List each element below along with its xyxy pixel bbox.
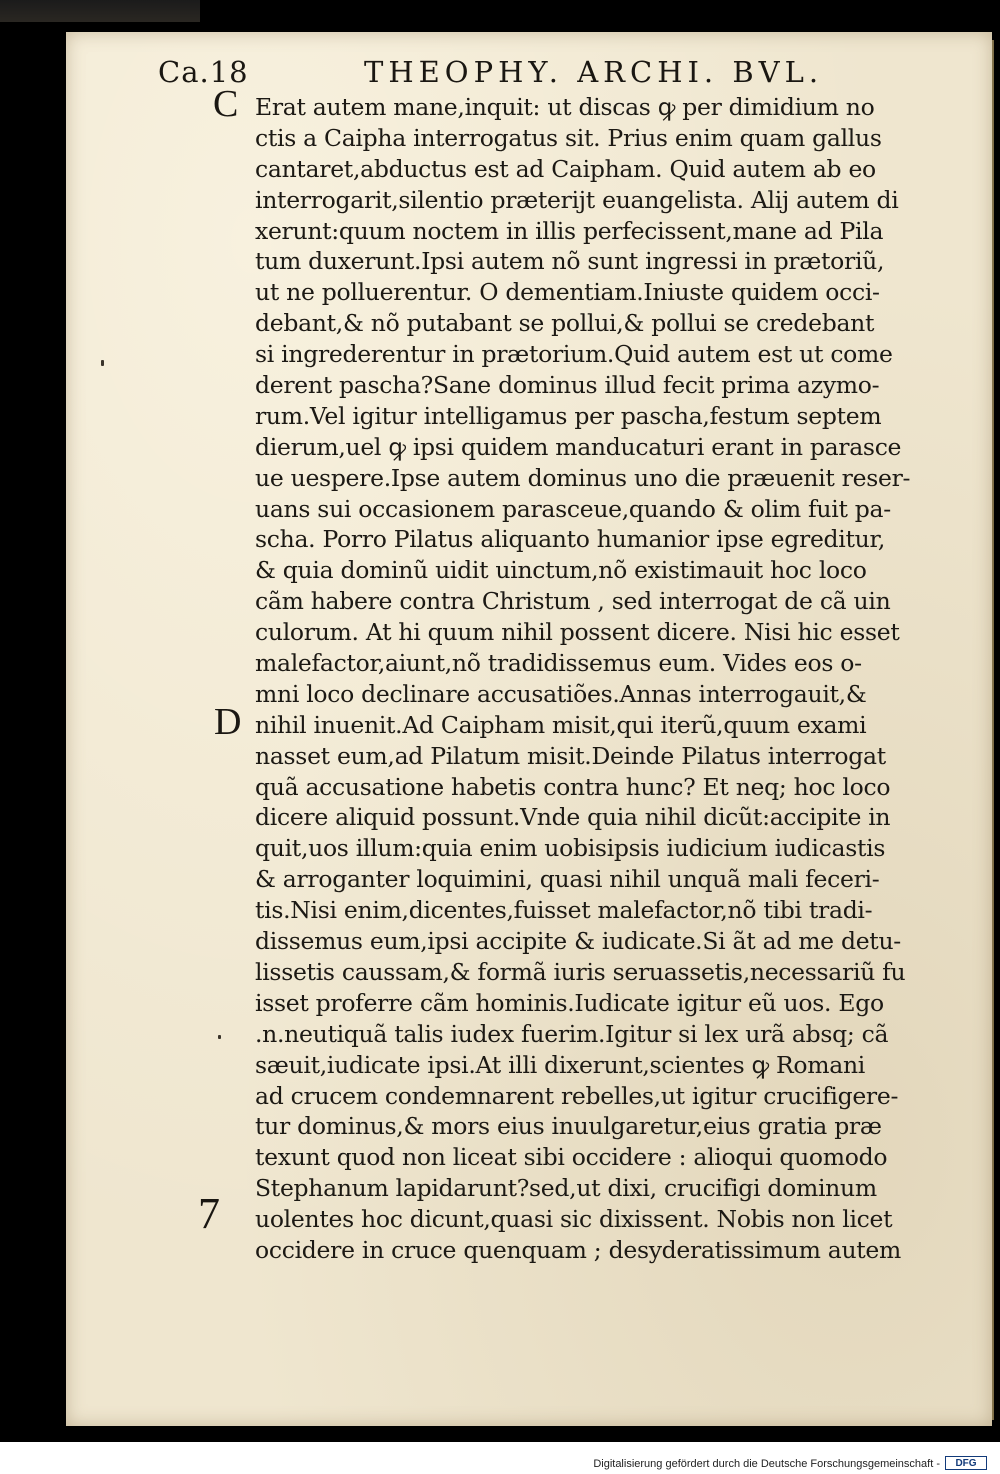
margin-letter-c: C	[213, 83, 239, 125]
text-line: lissetis caussam,& formã iuris seruassetis,necessariũ fu	[255, 957, 906, 986]
folio-label: Ca.18	[158, 55, 249, 89]
text-line: malefactor,aiunt,nõ tradidissemus eum. Vides eos o-	[255, 649, 862, 678]
text-line: debant,& nõ putabant se pollui,& pollui se credebant	[255, 309, 875, 338]
text-line: ctis a Caipha interrogatus sit. Prius enim quam gallus	[255, 123, 882, 152]
text-line: rum.Vel igitur intelligamus per pascha,festum septem	[255, 401, 882, 430]
text-line: .n.neutiquã talis iudex fuerim.Igitur si lex urã absq; cã	[255, 1019, 889, 1048]
text-line: nasset eum,ad Pilatum misit.Deinde Pilatus interrogat	[255, 741, 886, 770]
margin-letter-d: D	[214, 701, 242, 743]
text-line: tis.Nisi enim,dicentes,fuisset malefactor,nõ tibi tradi-	[255, 896, 873, 925]
text-line: Erat autem mane,inquit: ut discas ꝙ per dimidium no	[255, 93, 875, 121]
footer-credit: Digitalisierung gefördert durch die Deutsche Forschungsgemeinschaft -	[593, 1458, 940, 1470]
text-line: culorum. At hi quum nihil possent dicere. Nisi hic esset	[255, 618, 900, 647]
text-line: dierum,uel ꝙ ipsi quidem manducaturi erant in parasce	[255, 432, 902, 461]
scan-speck	[101, 360, 104, 366]
text-line: tur dominus,& mors eius inuulgaretur,eius gratia præ	[255, 1112, 882, 1141]
text-line: uans sui occasionem parasceue,quando & olim fuit pa-	[255, 494, 891, 523]
text-line: interrogarit,silentio præterijt euangelista. Alij autem di	[255, 185, 899, 214]
text-line: & quia dominũ uidit uinctum,nõ existimauit hoc loco	[255, 556, 867, 585]
text-line: tum duxerunt.Ipsi autem nõ sunt ingressi in prætoriũ,	[255, 247, 885, 276]
margin-number-seven: 7	[198, 1189, 220, 1238]
text-line: ue uespere.Ipse autem dominus uno die præuenit reser-	[255, 463, 911, 492]
text-line: sæuit,iudicate ipsi.At illi dixerunt,scientes ꝙ Romani	[255, 1050, 866, 1079]
dfg-logo: DFG	[945, 1456, 987, 1470]
text-line: isset proferre cãm hominis.Iudicate igitur eũ uos. Ego	[255, 988, 884, 1017]
scan-background	[0, 0, 200, 22]
text-line: scha. Porro Pilatus aliquanto humanior ipse egreditur,	[255, 525, 886, 554]
text-line: ut ne polluerentur. O dementiam.Iniuste quidem occi-	[255, 278, 880, 307]
text-line: quit,uos illum:quia enim uobisipsis iudicium iudicastis	[255, 834, 886, 863]
text-line: uolentes hoc dicunt,quasi sic dixissent. Nobis non licet	[255, 1205, 893, 1234]
text-line: ad crucem condemnarent rebelles,ut igitur crucifigere-	[255, 1081, 899, 1110]
text-line: derent pascha?Sane dominus illud fecit prima azymo-	[255, 371, 880, 400]
text-line: & arroganter loquimini, quasi nihil unquã mali feceri-	[255, 865, 880, 894]
text-line: si ingrederentur in prætorium.Quid autem est ut come	[255, 340, 893, 369]
text-line: cãm habere contra Christum , sed interrogat de cã uin	[255, 587, 891, 616]
text-line: dissemus eum,ipsi accipite & iudicate.Si ãt ad me detu-	[255, 927, 901, 956]
running-title: THEOPHY. ARCHI. BVL.	[364, 55, 824, 89]
scan-speck	[218, 1035, 221, 1039]
text-line: Stephanum lapidarunt?sed,ut dixi, crucifigi dominum	[255, 1174, 877, 1203]
body-text	[255, 92, 955, 1266]
text-line: dicere aliquid possunt.Vnde quia nihil dicũt:accipite in	[255, 803, 891, 832]
text-line: occidere in cruce quenquam ; desyderatissimum autem	[255, 1235, 902, 1264]
text-line: cantaret,abductus est ad Caipham. Quid autem ab eo	[255, 154, 876, 183]
text-line: nihil inuenit.Ad Caipham misit,qui iterũ,quum exami	[255, 710, 867, 739]
text-line: mni loco declinare accusatiões.Annas interrogauit,&	[255, 679, 867, 708]
text-line: xerunt:quum noctem in illis perfecissent,mane ad Pila	[255, 216, 884, 245]
text-line: quã accusatione habetis contra hunc? Et neq; hoc loco	[255, 772, 891, 801]
text-line: texunt quod non liceat sibi occidere : alioqui quomodo	[255, 1143, 888, 1172]
running-head	[158, 55, 838, 95]
